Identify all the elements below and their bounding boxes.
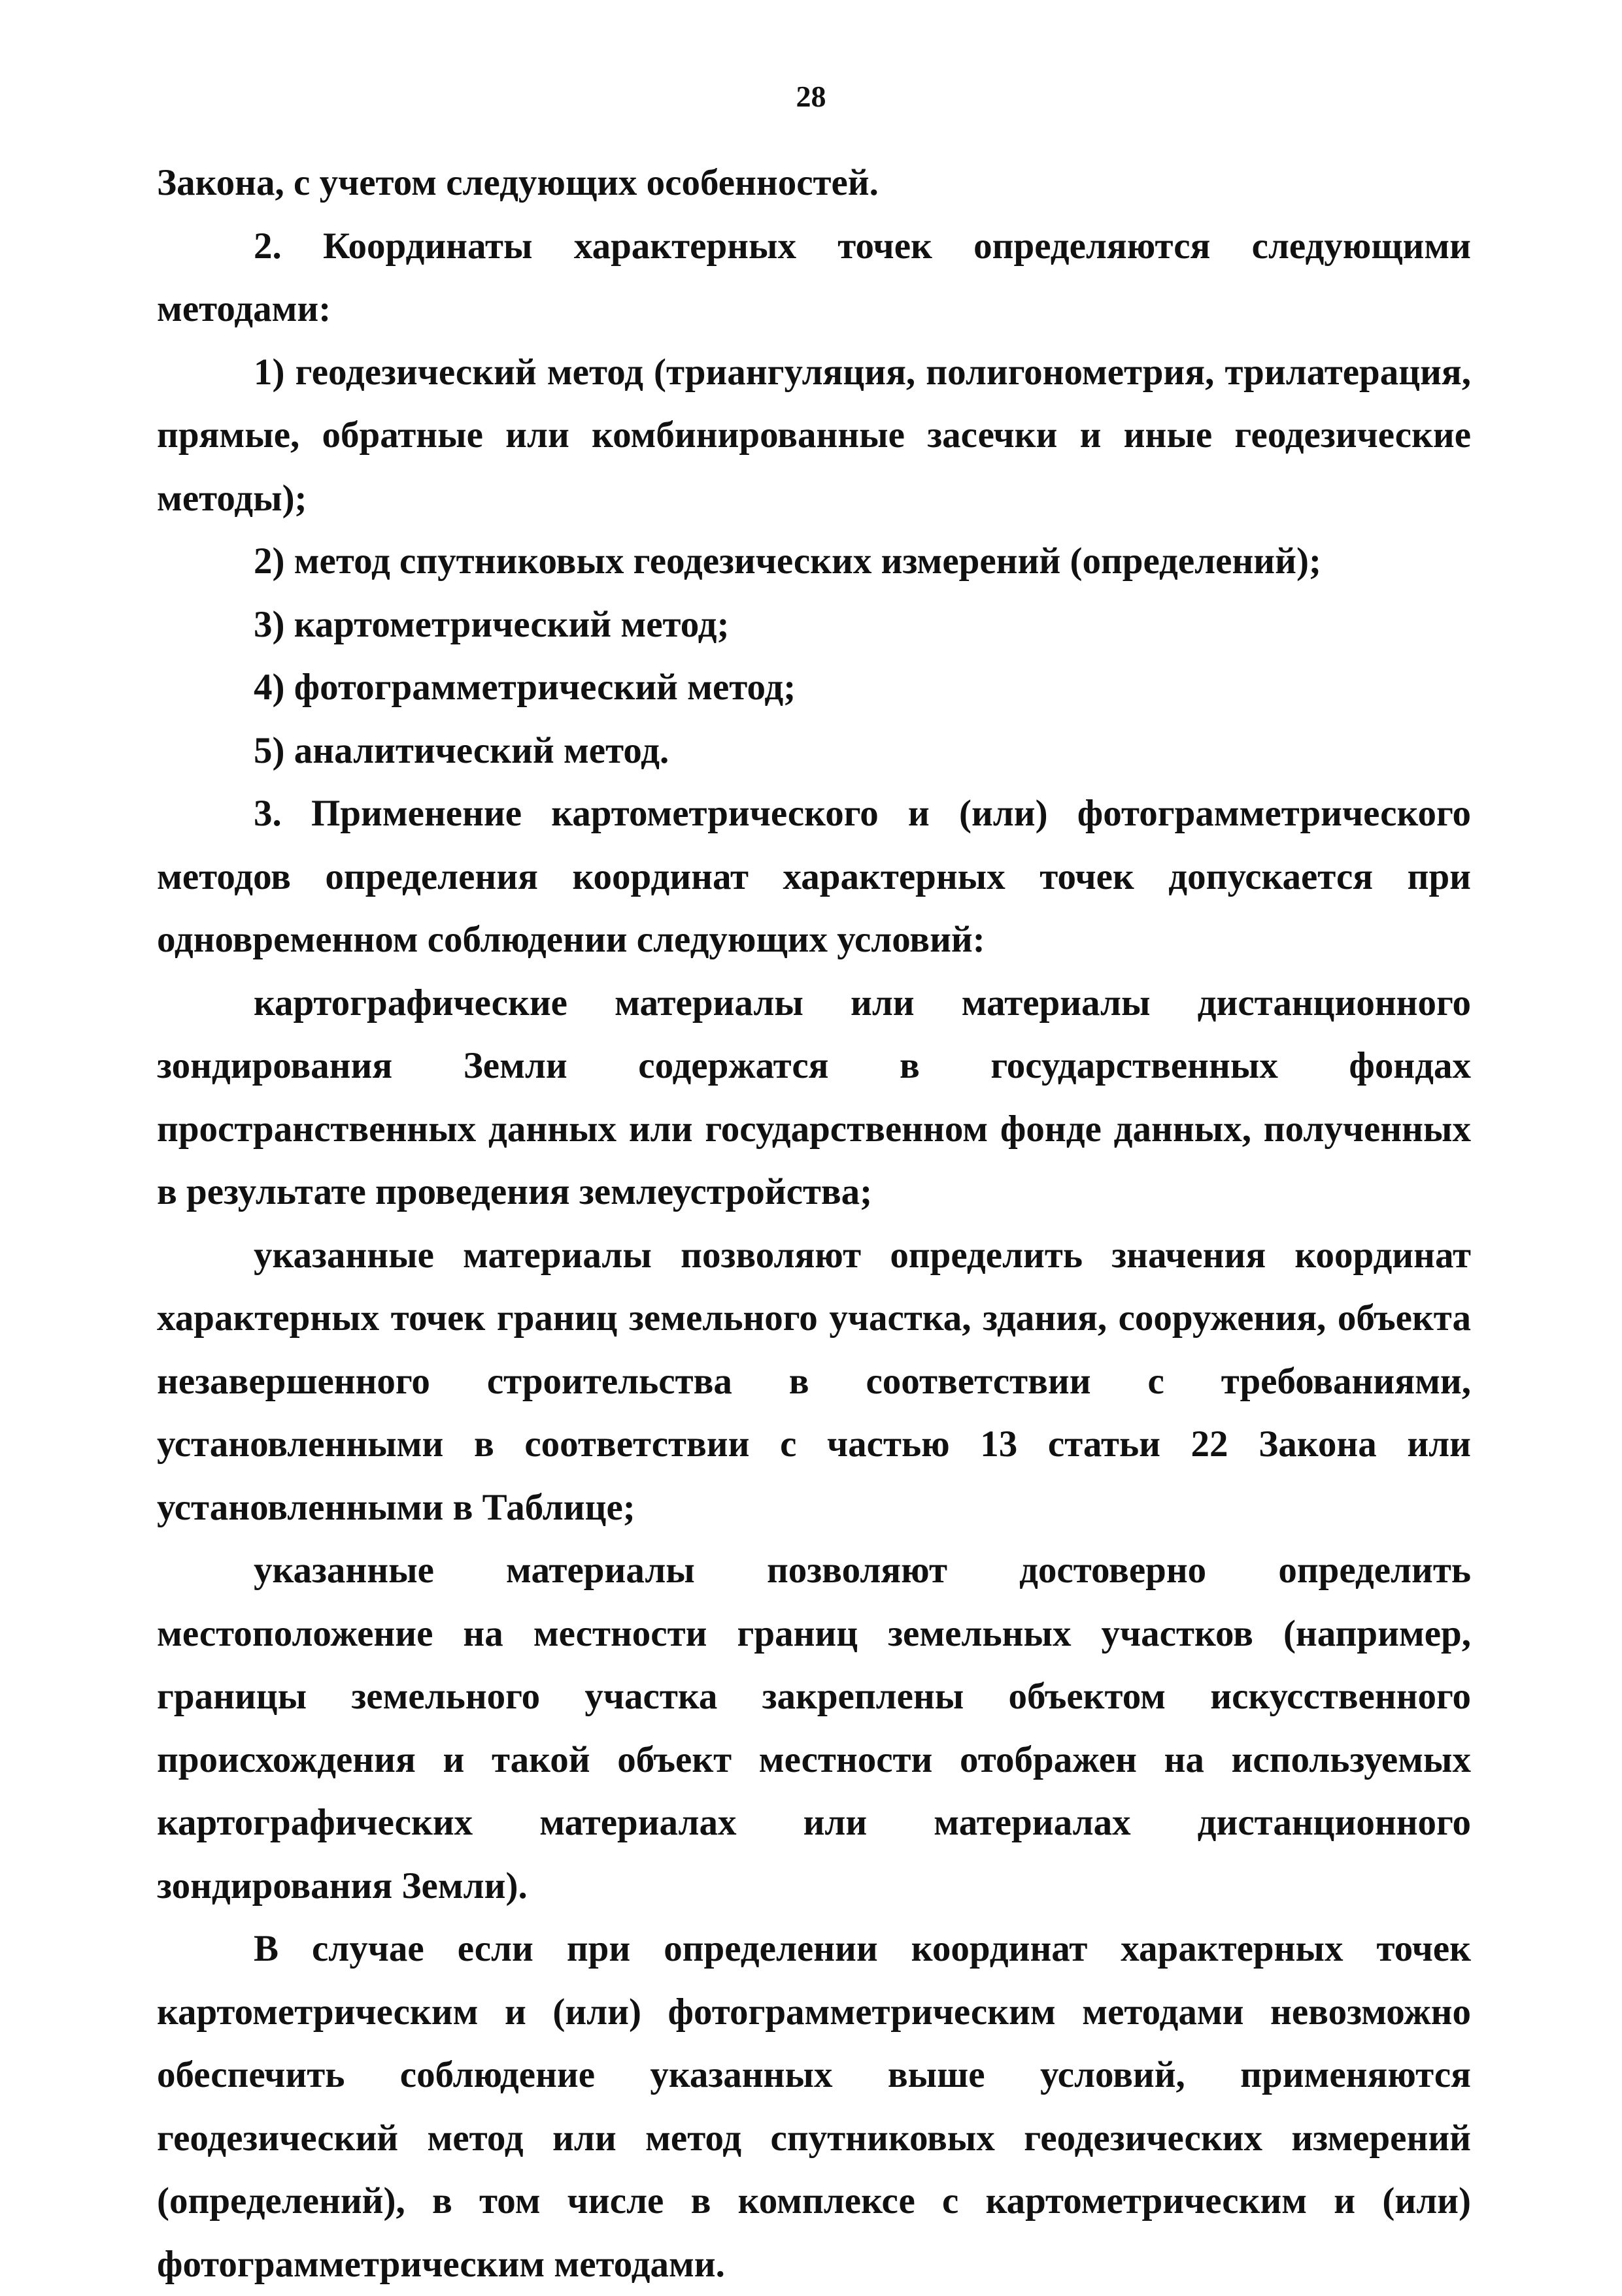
paragraph-condition-1: картографические материалы или материалы дистанционного зондирования Земли содержатся в государственных фондах пространственных данных или государственном фонде данных, полученных в результате проведения землеустройства; bbox=[157, 982, 1471, 1212]
paragraph-method-4: 4) фотограмметрический метод; bbox=[254, 667, 796, 708]
paragraph-item-2: 2. Координаты характерных точек определяются следующими методами: bbox=[157, 225, 1471, 329]
page-number: 28 bbox=[796, 80, 826, 113]
paragraph-continuation: Закона, с учетом следующих особенностей. bbox=[157, 162, 879, 203]
document-body bbox=[157, 152, 1471, 2296]
paragraph-condition-3: указанные материалы позволяют достоверно определить местоположение на местности границ земельных участков (например, границы земельного участка закреплены объектом искусственного происхождения и такой объект местности отображен на используемых картографических материалах или материалах дистанционного зондирования Земли). bbox=[157, 1550, 1471, 1906]
paragraph-condition-2: указанные материалы позволяют определить значения координат характерных точек границ земельного участка, здания, сооружения, объекта незавершенного строительства в соответствии с требованиями, установленными в соответствии с частью 13 статьи 22 Закона или установленными в Таблице; bbox=[157, 1234, 1471, 1528]
paragraph-method-3: 3) картометрический метод; bbox=[254, 603, 730, 645]
paragraph-method-2: 2) метод спутниковых геодезических измерений (определений); bbox=[254, 541, 1321, 582]
paragraph-method-1: 1) геодезический метод (триангуляция, полигонометрия, трилатерация, прямые, обратные или комбинированные засечки и иные геодезические методы); bbox=[157, 351, 1471, 519]
paragraph-exception: В случае если при определении координат характерных точек картометрическим и (или) фотограмметрическим методами невозможно обеспечить соблюдение указанных выше условий, применяются геодезический метод или метод спутниковых геодезических измерений (определений), в том числе в комплексе с картометрическим и (или) фотограмметрическим методами. bbox=[157, 1928, 1471, 2285]
paragraph-method-5: 5) аналитический метод. bbox=[254, 729, 669, 771]
paragraph-item-3: 3. Применение картометрического и (или) фотограмметрического методов определения координат характерных точек допускается при одновременном соблюдении следующих условий: bbox=[157, 793, 1471, 960]
